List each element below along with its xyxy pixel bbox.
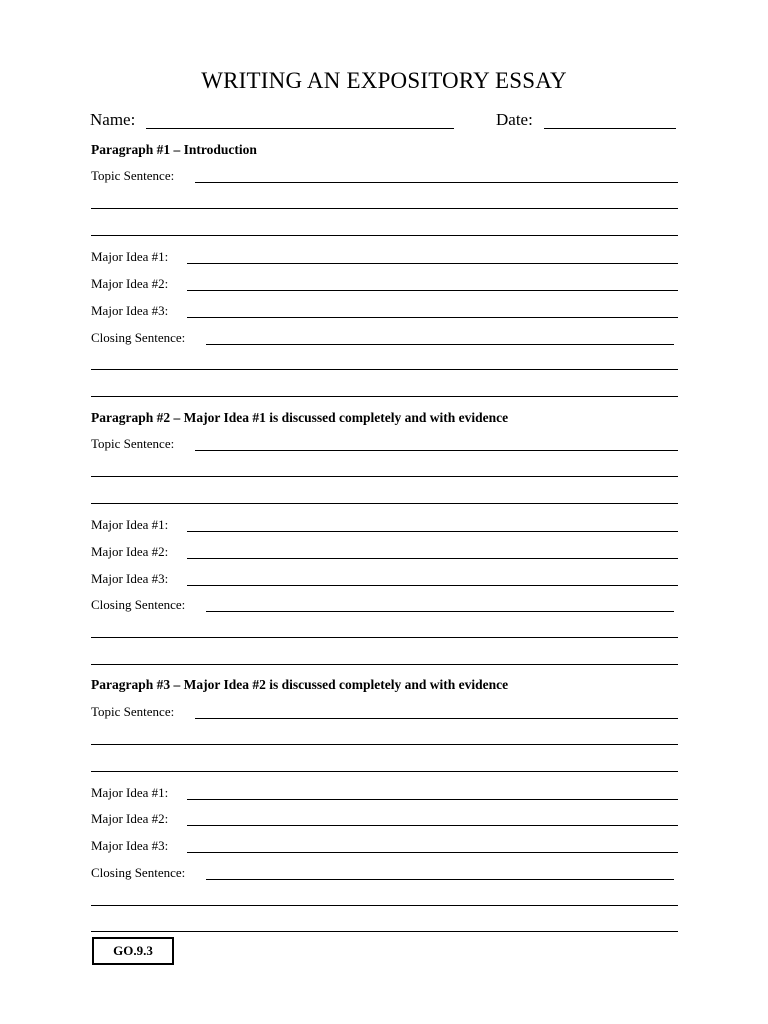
writing-line[interactable] <box>91 905 678 906</box>
topic-sentence-line[interactable] <box>195 718 678 719</box>
major-idea-row-2-1 <box>91 517 678 537</box>
major-idea-row-3-3 <box>91 838 678 858</box>
writing-line[interactable] <box>91 664 678 665</box>
closing-sentence-label: Closing Sentence: <box>91 597 186 612</box>
major-idea-row-1-2 <box>91 276 678 296</box>
writing-line[interactable] <box>91 208 678 209</box>
section-heading-2: Paragraph #2 – Major Idea #1 is discussed completely and with evidence <box>91 410 509 425</box>
writing-line[interactable] <box>91 503 678 504</box>
major-idea-label: Major Idea #2: <box>91 276 169 291</box>
major-idea-label: Major Idea #3: <box>91 571 169 586</box>
major-idea-label: Major Idea #2: <box>91 811 169 826</box>
name-line[interactable] <box>146 128 454 129</box>
writing-line[interactable] <box>91 931 678 932</box>
major-idea-line[interactable] <box>187 852 678 853</box>
closing-sentence-row-3 <box>91 865 678 885</box>
date-label: Date: <box>496 110 533 129</box>
name-label: Name: <box>90 110 136 129</box>
name-date-row <box>90 110 678 132</box>
writing-line[interactable] <box>91 476 678 477</box>
closing-sentence-line[interactable] <box>206 344 674 345</box>
closing-sentence-line[interactable] <box>206 611 674 612</box>
major-idea-label: Major Idea #1: <box>91 517 169 532</box>
page-title: WRITING AN EXPOSITORY ESSAY <box>201 68 567 93</box>
date-line[interactable] <box>544 128 676 129</box>
writing-line[interactable] <box>91 637 678 638</box>
topic-sentence-row-3 <box>91 704 678 724</box>
closing-sentence-line[interactable] <box>206 879 674 880</box>
topic-sentence-line[interactable] <box>195 450 678 451</box>
major-idea-line[interactable] <box>187 317 678 318</box>
major-idea-label: Major Idea #3: <box>91 838 169 853</box>
topic-sentence-line[interactable] <box>195 182 678 183</box>
major-idea-line[interactable] <box>187 558 678 559</box>
major-idea-label: Major Idea #2: <box>91 544 169 559</box>
writing-line[interactable] <box>91 744 678 745</box>
major-idea-line[interactable] <box>187 263 678 264</box>
major-idea-line[interactable] <box>187 825 678 826</box>
closing-sentence-label: Closing Sentence: <box>91 330 186 345</box>
writing-line[interactable] <box>91 771 678 772</box>
major-idea-label: Major Idea #1: <box>91 249 169 264</box>
section-heading-1: Paragraph #1 – Introduction <box>91 142 257 157</box>
major-idea-line[interactable] <box>187 531 678 532</box>
worksheet-code-box: GO.9.3 <box>92 937 174 965</box>
closing-sentence-label: Closing Sentence: <box>91 865 186 880</box>
topic-sentence-label: Topic Sentence: <box>91 436 175 451</box>
topic-sentence-row-2 <box>91 436 678 456</box>
topic-sentence-row-1 <box>91 168 678 188</box>
major-idea-row-3-1 <box>91 785 678 805</box>
writing-line[interactable] <box>91 369 678 370</box>
major-idea-row-1-3 <box>91 303 678 323</box>
major-idea-row-3-2 <box>91 811 678 831</box>
topic-sentence-label: Topic Sentence: <box>91 168 175 183</box>
closing-sentence-row-1 <box>91 330 678 350</box>
writing-line[interactable] <box>91 396 678 397</box>
closing-sentence-row-2 <box>91 597 678 617</box>
section-heading-3: Paragraph #3 – Major Idea #2 is discussed completely and with evidence <box>91 677 509 692</box>
major-idea-line[interactable] <box>187 585 678 586</box>
major-idea-label: Major Idea #1: <box>91 785 169 800</box>
major-idea-line[interactable] <box>187 799 678 800</box>
writing-line[interactable] <box>91 235 678 236</box>
topic-sentence-label: Topic Sentence: <box>91 704 175 719</box>
major-idea-line[interactable] <box>187 290 678 291</box>
major-idea-row-1-1 <box>91 249 678 269</box>
major-idea-label: Major Idea #3: <box>91 303 169 318</box>
major-idea-row-2-3 <box>91 571 678 591</box>
major-idea-row-2-2 <box>91 544 678 564</box>
